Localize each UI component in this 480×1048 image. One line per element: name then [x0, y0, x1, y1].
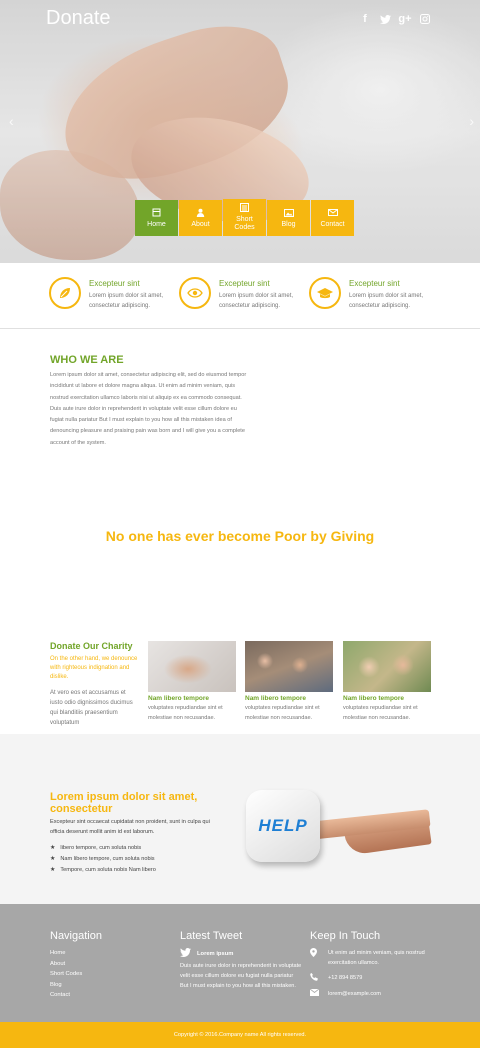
- site-logo[interactable]: Donate: [46, 7, 111, 29]
- instagram-icon[interactable]: [418, 12, 432, 26]
- menu-item-home[interactable]: [135, 200, 178, 236]
- card-text: voluptates repudiandae sint et molestiae non recusandae.: [343, 705, 418, 721]
- facebook-icon[interactable]: f: [363, 13, 367, 25]
- footer-link-short-codes[interactable]: Short Codes: [50, 971, 83, 977]
- card-image[interactable]: [343, 641, 431, 692]
- charity-card[interactable]: [343, 641, 431, 723]
- charity-card[interactable]: [148, 641, 236, 723]
- quote-banner: No one has ever become Poor by Giving: [105, 528, 375, 544]
- feature-item: [179, 277, 304, 311]
- who-we-are-section: [50, 354, 250, 449]
- card-text: voluptates repudiandae sint et molestiae non recusandae.: [245, 705, 320, 721]
- user-icon: [196, 208, 206, 217]
- list-icon: [240, 203, 250, 212]
- footer-latest-tweet: [180, 930, 302, 991]
- help-section: [0, 734, 480, 904]
- feature-title: Excepteur sint: [349, 279, 400, 288]
- menu-item-label: Contact: [320, 221, 345, 228]
- card-text: voluptates repudiandae sint et molestiae non recusandae.: [148, 705, 223, 721]
- home-icon: [152, 208, 162, 217]
- menu-item-short-codes[interactable]: [223, 199, 266, 236]
- footer-link-contact[interactable]: Contact: [50, 992, 70, 998]
- charity-card[interactable]: [245, 641, 333, 723]
- help-key-label: HELP: [258, 816, 308, 835]
- twitter-icon[interactable]: [378, 12, 392, 26]
- charity-intro: [50, 641, 140, 728]
- social-links: [358, 12, 432, 26]
- footer-link-home[interactable]: Home: [50, 950, 66, 956]
- charity-title: Donate Our Charity: [50, 641, 133, 651]
- footer-link-blog[interactable]: Blog: [50, 981, 62, 988]
- charity-highlight: On the other hand, we denounce with righteous indignation and dislike.: [50, 656, 138, 680]
- feature-item: [309, 277, 434, 311]
- envelope-icon: [328, 208, 338, 217]
- list-item: ★ Nam libero tempore, cum soluta nobis: [50, 854, 156, 865]
- graduation-cap-icon: [309, 277, 341, 309]
- feature-text: Lorem ipsum dolor sit amet, consectetur adipiscing.: [349, 293, 424, 309]
- charity-text: At vero eos et accusamus et iusto odio dignissimos ducimus qui blanditiis praesentium voluptatum: [50, 690, 133, 726]
- picture-icon: [284, 208, 294, 217]
- footer-heading: Keep In Touch: [310, 930, 381, 942]
- phone-icon: [310, 973, 320, 984]
- star-icon: ★: [50, 845, 56, 851]
- chevron-right-icon[interactable]: ›: [469, 113, 474, 129]
- menu-item-blog[interactable]: [267, 200, 310, 236]
- star-icon: ★: [50, 867, 56, 873]
- menu-item-contact[interactable]: [311, 200, 354, 236]
- main-menu: [135, 200, 354, 236]
- card-title[interactable]: Nam libero tempore: [148, 695, 210, 702]
- card-title[interactable]: Nam libero tempore: [245, 695, 307, 702]
- card-image[interactable]: [245, 641, 333, 692]
- tweet-text: Duis aute irure dolor in reprehenderit in voluptate velit esse cillum dolore eu fugiat nulla pariatur But I must explain to you how all this mistaken.: [180, 963, 302, 989]
- features-row: [0, 263, 480, 329]
- help-list: [50, 843, 156, 876]
- feature-title: Excepteur sint: [219, 279, 270, 288]
- footer-navigation: [50, 930, 102, 1001]
- twitter-icon: [180, 948, 191, 959]
- footer-link-about[interactable]: About: [50, 960, 66, 967]
- star-icon: ★: [50, 856, 56, 862]
- footer: [0, 904, 480, 1022]
- footer-contact: [310, 930, 428, 1004]
- contact-email[interactable]: lorem@example.com: [328, 991, 381, 997]
- help-title: Lorem ipsum dolor sit amet, consectetur: [50, 791, 198, 815]
- chevron-left-icon[interactable]: ‹: [9, 113, 14, 129]
- menu-item-label: Short Codes: [234, 216, 255, 231]
- contact-phone[interactable]: +12 894 8579: [328, 975, 363, 981]
- menu-item-about[interactable]: [179, 200, 222, 236]
- help-lead: Excepteur sint occaecat cupidatat non proident, sunt in culpa qui officia deserunt mollit anim id est laborum.: [50, 819, 210, 835]
- footer-heading: Latest Tweet: [180, 930, 243, 942]
- list-item: ★ libero tempore, cum soluta nobis: [50, 843, 156, 854]
- feature-text: Lorem ipsum dolor sit amet, consectetur adipiscing.: [89, 293, 164, 309]
- copyright-bar: Copyright © 2016.Company name All rights reserved.: [0, 1022, 480, 1048]
- menu-item-label: Home: [147, 221, 166, 228]
- feature-text: Lorem ipsum dolor sit amet, consectetur adipiscing.: [219, 293, 294, 309]
- help-key-image: [246, 790, 320, 862]
- menu-item-label: Blog: [281, 221, 296, 228]
- section-title: WHO WE ARE: [50, 354, 124, 366]
- tweet-author[interactable]: Lorem ipsum: [197, 950, 234, 957]
- map-marker-icon: [310, 948, 320, 968]
- card-image[interactable]: [148, 641, 236, 692]
- section-text: Lorem ipsum dolor sit amet, consectetur adipiscing elit, sed do eiusmod tempor incididunt ut labore et dolore magna aliqua. Ut enim ad minim veniam, quis nostrud exercitation ullamco laboris nisi ut aliquip ex ea commodo consequat. Duis aute irure dolor in reprehenderit in voluptate velit esse cillum dolore eu fugiat nulla pariatur But I must explain to you how all this mistaken idea of denouncing pleasure and praising pain was born and I will give you a complete account of the system.: [50, 372, 247, 446]
- footer-heading: Navigation: [50, 930, 102, 942]
- contact-address: Ut enim ad minim veniam, quis nostrud exercitation ullamco.: [328, 950, 425, 966]
- hero-banner: [0, 0, 480, 263]
- envelope-icon: [310, 989, 320, 999]
- card-title[interactable]: Nam libero tempore: [343, 695, 405, 702]
- leaf-icon: [49, 277, 81, 309]
- google-plus-icon[interactable]: g+: [398, 13, 412, 25]
- feature-title: Excepteur sint: [89, 279, 140, 288]
- feature-item: [49, 277, 174, 311]
- menu-item-label: About: [191, 221, 210, 228]
- list-item: ★ Tempore, cum soluta nobis Nam libero: [50, 865, 156, 876]
- eye-icon: [179, 277, 211, 309]
